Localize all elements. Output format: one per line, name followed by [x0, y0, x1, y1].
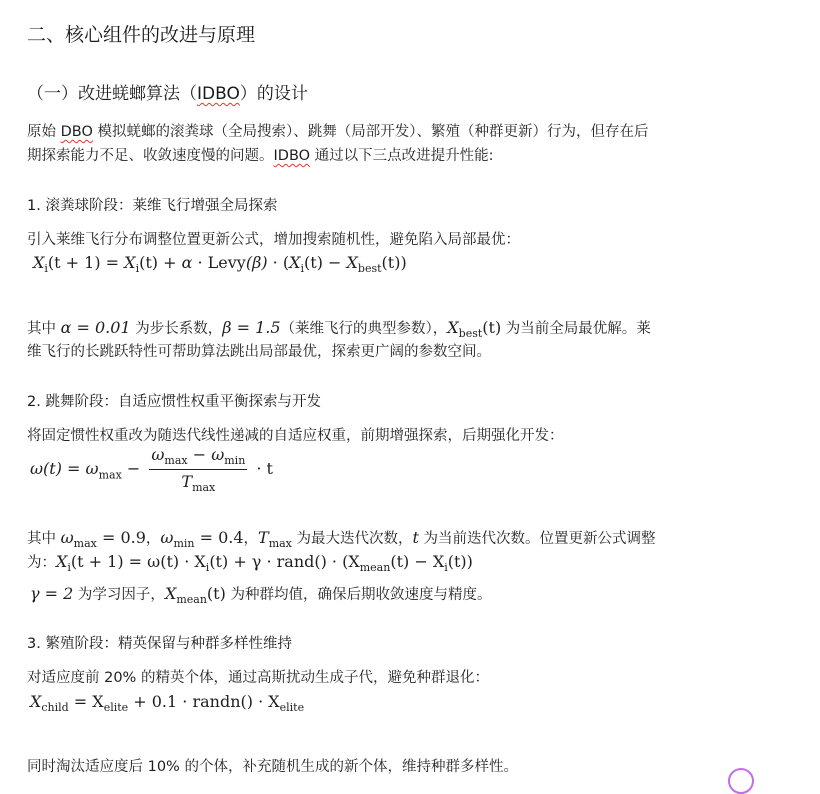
- subsection-title: [27, 79, 308, 104]
- step1-note-line-1: 其中 α = 0.01 为步长系数，β = 1.5（莱维飞行的典型参数），$X_{best}(t)$ 为当前全局最优解。莱: [27, 318, 651, 341]
- step3-text: 对适应度前 20% 的精英个体，通过高斯扰动生成子代，避免种群退化：: [27, 670, 489, 686]
- intro-text: 原始: [27, 124, 61, 140]
- beta-value: β = 1.5: [222, 318, 281, 337]
- step3-formula: $X_{child} = X_{elite} + 0.1$ · randn() · $X_{elite}$: [30, 692, 305, 715]
- step1-text: 引入莱维飞行分布调整位置更新公式，增加搜索随机性，避免陷入局部最优：: [27, 232, 520, 248]
- step2-formula: $\omega(t) = \omega_{max}$ − $\frac{\omega_{max} - \omega_{min}}{T_{max}}$ · t: [30, 445, 273, 495]
- intro-line-1: [27, 121, 649, 143]
- step2-text: 将固定惯性权重改为随迭代线性递减的自适应权重，前期增强探索，后期强化开发：: [27, 428, 564, 444]
- intro-abbr-dbo: DBO: [60, 124, 93, 140]
- intro-abbr-idbo: IDBO: [273, 148, 311, 164]
- step2-note-line-1: 其中 $\omega_{max} = 0.9$，$\omega_{min} = 0.4$，$T_{max}$ 为最大迭代次数，t 为当前迭代次数。位置更新公式调整: [27, 528, 656, 551]
- intro-text: 模拟蜣螂的滚粪球（全局搜索）、跳舞（局部开发）、繁殖（种群更新）行为，但存在后: [92, 124, 649, 140]
- omega-fraction: $\frac{\omega_{max} - \omega_{min}}{T_{max}}$: [151, 445, 246, 495]
- step3-heading: 3. 繁殖阶段：精英保留与种群多样性维持: [27, 636, 292, 652]
- subsection-abbr: IDBO: [197, 84, 240, 104]
- assistant-logo-icon[interactable]: [728, 768, 754, 794]
- intro-text: 通过以下三点改进提升性能:: [310, 148, 494, 164]
- alpha-value: α = 0.01: [60, 318, 131, 337]
- section-title: 二、核心组件的改进与原理: [27, 24, 256, 46]
- step2-note-line-3: γ = 2 为学习因子，$X_{mean}(t)$ 为种群均值，确保后期收敛速度与精度。: [30, 584, 492, 607]
- step1-formula: $X_i(t + 1) = X_i(t) + \alpha$ · Levy(β) · $(X_i(t) - X_{best}(t))$: [33, 253, 407, 276]
- intro-line-2: [27, 145, 494, 167]
- step1-heading: 1. 滚粪球阶段：莱维飞行增强全局探索: [27, 198, 278, 214]
- intro-text: 期探索能力不足、收敛速度慢的问题。: [27, 148, 274, 164]
- subsection-suffix: ）的设计: [239, 84, 308, 104]
- step3-last-line: 同时淘汰适应度后 10% 的个体，补充随机生成的新个体，维持种群多样性。: [27, 759, 518, 775]
- step1-note-line-2: 维飞行的长跳跃特性可帮助算法跳出局部最优，探索更广阔的参数空间。: [27, 344, 491, 360]
- step2-note-line-2: 为：$X_i(t + 1) = \omega(t) \cdot X_i(t) + \gamma$ · rand() · $(X_{mean}(t) - X_i(t))$: [27, 552, 473, 575]
- subsection-prefix: （一）改进蜣螂算法（: [27, 84, 197, 104]
- step2-heading: 2. 跳舞阶段：自适应惯性权重平衡探索与开发: [27, 394, 321, 410]
